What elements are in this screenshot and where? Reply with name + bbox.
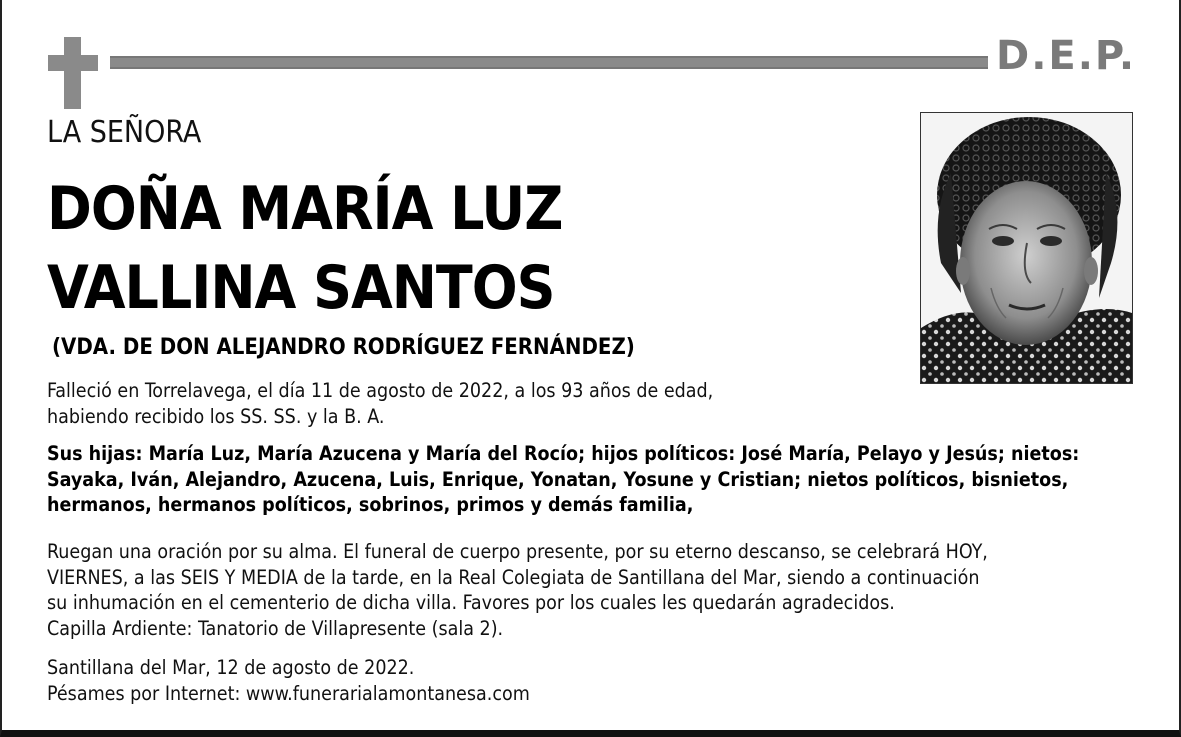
funeral-line: su inhumación en el cementerio de dicha villa. Favores por los cuales les quedarán agradecidos. xyxy=(47,591,895,614)
header-rule xyxy=(110,56,988,69)
death-paragraph xyxy=(47,378,1157,429)
funeral-line: Capilla Ardiente: Tanatorio de Villapresente (sala 2). xyxy=(47,616,504,640)
funeral-paragraph xyxy=(47,539,1157,641)
funeral-line: VIERNES, a las SEIS Y MEDIA de la tarde, en la Real Colegiata de Santillana del Mar, siendo a continuación xyxy=(47,565,980,589)
pre-title: LA SEÑORA xyxy=(47,115,202,150)
condolences-line: Pésames por Internet: www.funerarialamontanesa.com xyxy=(47,681,530,705)
death-line: Falleció en Torrelavega, el día 11 de agosto de 2022, a los 93 años de edad, xyxy=(47,379,714,402)
place-paragraph xyxy=(47,655,1157,706)
widow-line: (VDA. DE DON ALEJANDRO RODRÍGUEZ FERNÁNDEZ) xyxy=(52,335,635,360)
name-line-2: VALLINA SANTOS xyxy=(47,253,555,323)
portrait-photo xyxy=(920,112,1133,384)
funeral-line: Ruegan una oración por su alma. El funeral de cuerpo presente, por su eterno descanso, se celebrará HOY, xyxy=(47,540,988,563)
cross-icon xyxy=(64,37,81,109)
death-line: habiendo recibido los SS. SS. y la B. A. xyxy=(47,404,385,428)
cross-icon-arm xyxy=(48,55,98,71)
place-date-line: Santillana del Mar, 12 de agosto de 2022. xyxy=(47,656,415,679)
family-line: hermanos, hermanos políticos, sobrinos, primos y demás familia, xyxy=(47,493,694,516)
deceased-name xyxy=(47,170,562,328)
family-line: Sus hijas: María Luz, María Azucena y María del Rocío; hijos políticos: José María, Pelayo y Jesús; nietos: xyxy=(47,442,1080,465)
name-line-1: DOÑA MARÍA LUZ xyxy=(47,174,563,244)
portrait-image xyxy=(921,113,1132,383)
family-paragraph xyxy=(47,441,1157,518)
family-line: Sayaka, Iván, Alejandro, Azucena, Luis, Enrique, Yonatan, Yosune y Cristian; nietos políticos, bisnietos, xyxy=(47,467,1069,491)
dep-label: D.E.P. xyxy=(996,33,1137,79)
